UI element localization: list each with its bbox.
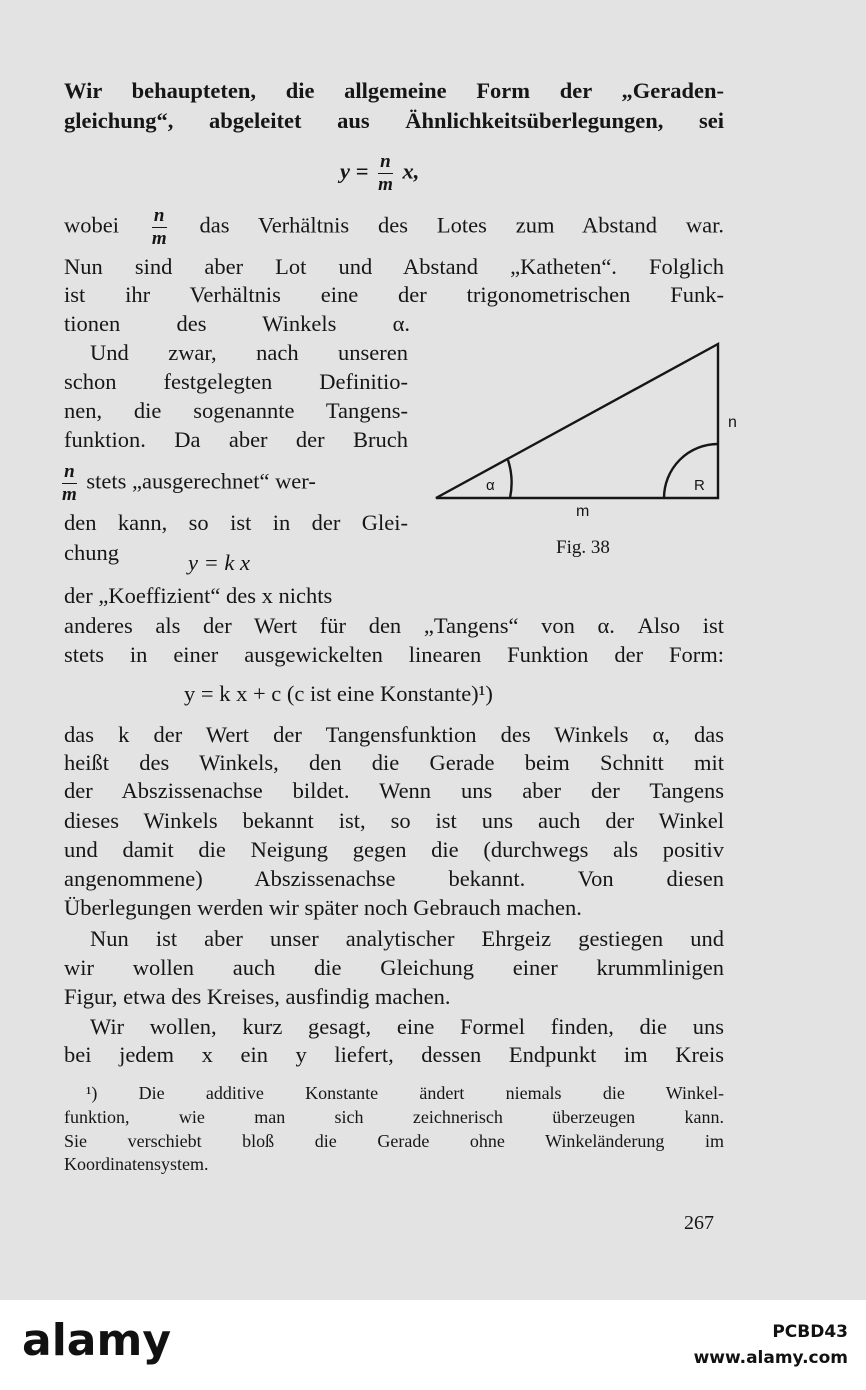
text-line: Figur, etwa des Kreises, ausfindig machen. (64, 984, 451, 1009)
text-line: Überlegungen werden wir später noch Gebrauch machen. (64, 895, 582, 920)
equation-2: y = k x (188, 550, 251, 575)
equation-lhs: y = (340, 158, 369, 184)
text-line: der Abszissenachse bildet. Wenn uns aber der Tangens (64, 778, 724, 803)
text-line: Nun sind aber Lot und Abstand „Katheten“. Folglich (64, 254, 724, 279)
text-line: das k der Wert der Tangensfunktion des Winkels α, das (64, 722, 724, 747)
fraction-numerator: n (62, 462, 77, 484)
text-line: heißt des Winkels, den die Gerade beim Schnitt mit (64, 750, 724, 775)
fraction (62, 462, 77, 505)
text-line: bei jedem x ein y liefert, dessen Endpunkt im Kreis (64, 1042, 724, 1067)
footnote-line: ¹) Die additive Konstante ändert niemals die Winkel- (86, 1083, 724, 1103)
fraction-numerator: n (152, 206, 167, 228)
text-line: Wir behaupteten, die allgemeine Form der „Geraden- (64, 78, 724, 103)
text-line (58, 462, 316, 505)
fraction-numerator: n (378, 152, 393, 174)
text-line: anderes als der Wert für den „Tangens“ von α. Also ist (64, 613, 724, 638)
footnote-line: funktion, wie man sich zeichnerisch überzeugen kann. (64, 1107, 724, 1127)
text-line: chung (64, 540, 119, 565)
fraction (152, 206, 167, 249)
right-triangle-figure (430, 330, 750, 530)
image-id: PCBD43 (772, 1322, 848, 1342)
stock-logo: alamy (22, 1315, 171, 1366)
side-label-n: n (728, 414, 737, 431)
text-line: der „Koeffizient“ des x nichts (64, 583, 333, 608)
text-line: Und zwar, nach unseren (90, 340, 408, 365)
text-line: stets in einer ausgewickelten linearen Funktion der Form: (64, 642, 724, 667)
fraction-denominator: m (151, 227, 167, 249)
text-line: angenommene) Abszissenachse bekannt. Von diesen (64, 866, 724, 891)
equation-3: y = k x + c (c ist eine Konstante)¹) (184, 681, 493, 706)
right-angle-arc (664, 444, 718, 498)
text-line: Nun ist aber unser analytischer Ehrgeiz gestiegen und (90, 926, 724, 951)
text-line: den kann, so ist in der Glei- (64, 510, 408, 535)
text-line: nen, die sogenannte Tangens- (64, 398, 408, 423)
equation-1 (340, 152, 419, 195)
footnote-line: Koordinatensystem. (64, 1154, 209, 1174)
text-line: gleichung“, abgeleitet aus Ähnlichkeitsüberlegungen, sei (64, 108, 724, 133)
alpha-angle-arc (508, 460, 512, 498)
text-line: funktion. Da aber der Bruch (64, 427, 408, 452)
fraction-denominator: m (378, 173, 393, 195)
figure-caption: Fig. 38 (556, 537, 610, 558)
footnote-line: Sie verschiebt bloß die Gerade ohne Winkeländerung im (64, 1131, 724, 1151)
text-line: dieses Winkels bekannt ist, so ist uns auch der Winkel (64, 808, 724, 833)
text-line: wir wollen auch die Gleichung einer krummlinigen (64, 955, 724, 980)
fraction (378, 152, 393, 195)
page-number: 267 (684, 1212, 714, 1234)
text-line: schon festgelegten Definitio- (64, 369, 408, 394)
triangle-outline (436, 344, 718, 498)
text-line (64, 206, 724, 249)
stock-url[interactable]: www.alamy.com (693, 1348, 848, 1368)
fraction-denominator: m (62, 483, 77, 505)
angle-label-alpha: α (486, 477, 495, 494)
equation-rhs: x, (402, 158, 420, 184)
text-line: tionen des Winkels α. (64, 311, 410, 336)
side-label-m: m (576, 503, 590, 520)
text-span: das Verhältnis des Lotes zum Abstand war. (199, 212, 725, 238)
text-line: Wir wollen, kurz gesagt, eine Formel finden, die uns (90, 1014, 724, 1039)
text-line: ist ihr Verhältnis eine der trigonometrischen Funk- (64, 282, 724, 307)
text-span: stets „ausgerechnet“ wer- (86, 468, 316, 494)
angle-label-r: R (694, 477, 705, 494)
text-line: und damit die Neigung gegen die (durchwegs als positiv (64, 837, 724, 862)
text-span: wobei (64, 212, 119, 238)
